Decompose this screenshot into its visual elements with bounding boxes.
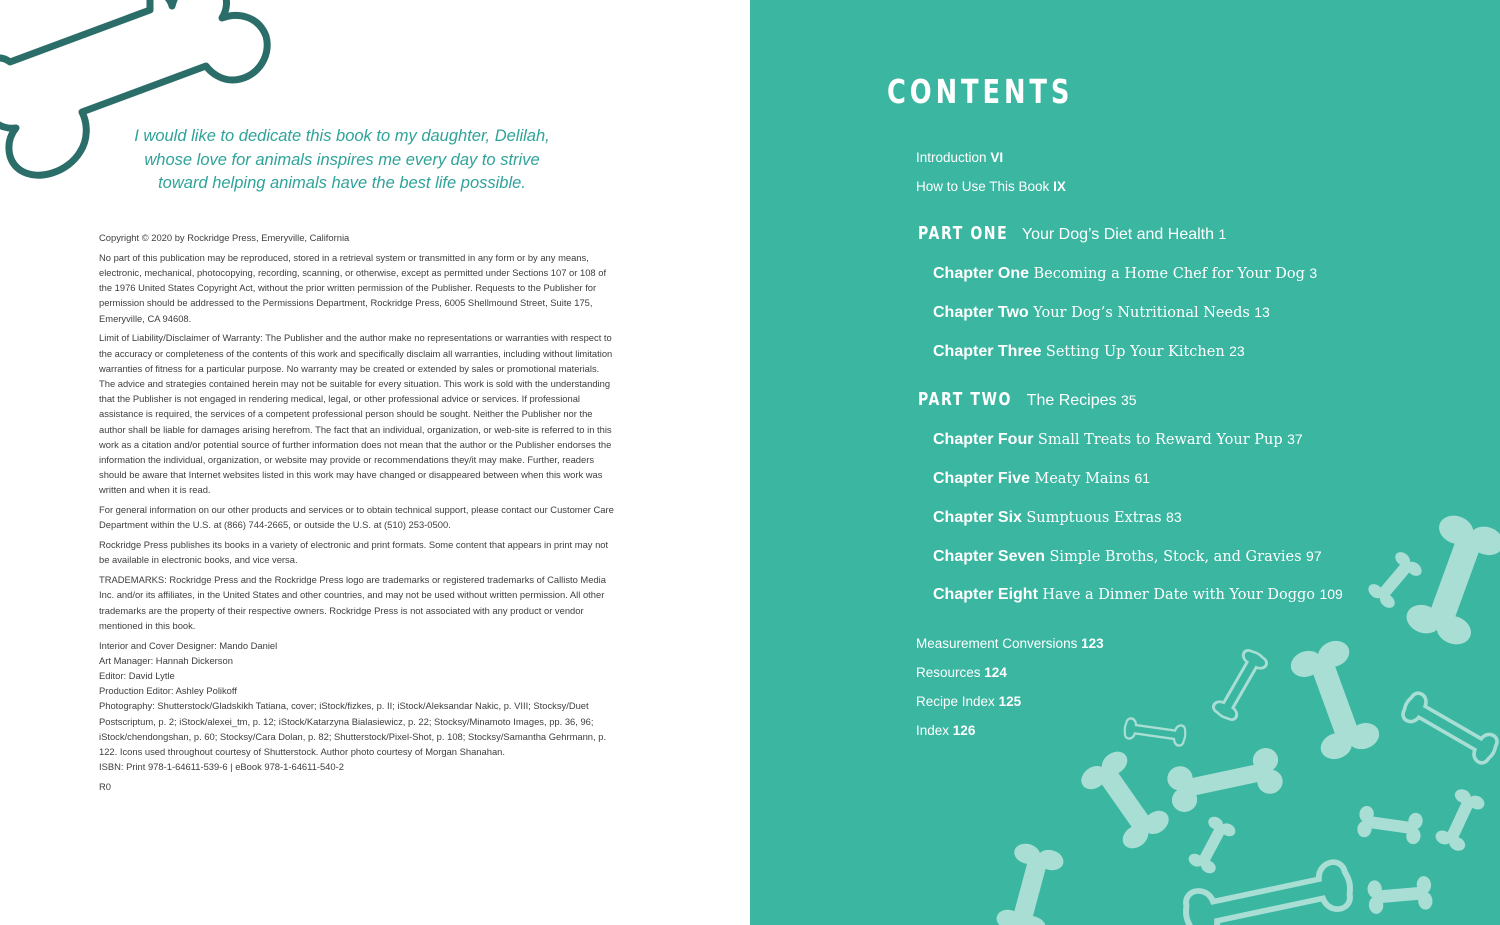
- toc-chapter-five[interactable]: [933, 470, 1150, 488]
- toc-page: 123: [1081, 636, 1104, 651]
- chapter-label: Chapter Seven: [933, 548, 1046, 565]
- chapter-page: 13: [1254, 304, 1270, 320]
- credit-line: Interior and Cover Designer: Mando Daniel: [99, 639, 278, 651]
- chapter-title: Your Dog’s Nutritional Needs: [1033, 305, 1250, 321]
- customer-care-info: For general information on our other products and services or to obtain technical support, please contact our Customer Care Department within the U.S. at (866) 744-2665, or outside the U.S. at (510) 253-0500.: [99, 504, 614, 531]
- photo-credits: Photography: Shutterstock/Gladskikh Tatiana, cover; iStock/fizkes, p. II; iStock/Aleksandar Nakic, p. VIII; Stocksy/Duet Postscriptum, p. 2; iStock/alexei_tm, p. 12; iStock/Katarzyna Bialasiewicz, p. 22; Stocksy/Minamoto Images, pp. 36, 96; iStock/chendongshan, p. 60; Stocksy/Cara Dolan, p. 82; Shutterstock/Pixel-Shot, p. 108; Stocksy/Samantha Gehrmann, p. 122. Icons used throughout courtesy of Shutterstock. Author photo courtesy of Morgan Shanahan.: [99, 700, 607, 758]
- credit-line: Production Editor: Ashley Polikoff: [99, 685, 237, 697]
- toc-chapter-seven[interactable]: [933, 548, 1322, 566]
- chapter-page: 3: [1309, 265, 1318, 281]
- dedication-line: toward helping animals have the best life possible.: [158, 174, 526, 192]
- chapter-title: Meaty Mains: [1034, 471, 1130, 487]
- chapter-label: Chapter Six: [933, 509, 1022, 526]
- chapter-page: 23: [1229, 343, 1245, 359]
- toc-item-how-to-use[interactable]: [916, 179, 1066, 194]
- toc-item-recipe-index[interactable]: [916, 694, 1021, 709]
- toc-chapter-one[interactable]: [933, 265, 1317, 283]
- reproduction-notice: No part of this publication may be reproduced, stored in a retrieval system or transmitted in any form or by any means, electronic, mechanical, photocopying, recording, scanning, or otherwise, except as permitted under Sections 107 or 108 of the 1976 United States Copyright Act, without the prior written permission of the Publisher. Requests to the Publisher for permission should be addressed to the Permissions Department, Rockridge Press, 6005 Shellmound Street, Suite 175, Emeryville, CA 94608.: [99, 251, 607, 324]
- toc-item-measurement-conversions[interactable]: [916, 636, 1104, 651]
- toc-item-introduction[interactable]: [916, 150, 1003, 165]
- toc-chapter-four[interactable]: [933, 431, 1303, 449]
- chapter-title: Small Treats to Reward Your Pup: [1037, 432, 1283, 448]
- chapter-page: 83: [1166, 509, 1182, 525]
- part-label: PART TWO: [918, 389, 1013, 410]
- toc-label: Recipe Index: [916, 694, 995, 709]
- toc-chapter-eight[interactable]: [933, 586, 1343, 604]
- toc-chapter-two[interactable]: [933, 304, 1270, 322]
- chapter-page: 97: [1306, 548, 1322, 564]
- dedication-line: I would like to dedicate this book to my daughter, Delilah,: [134, 127, 550, 145]
- chapter-label: Chapter Eight: [933, 586, 1038, 603]
- part-page: 1: [1218, 226, 1227, 242]
- toc-chapter-three[interactable]: [933, 343, 1245, 361]
- toc-page: 125: [998, 694, 1022, 709]
- toc-label: Index: [916, 723, 950, 738]
- chapter-title: Simple Broths, Stock, and Gravies: [1049, 549, 1302, 565]
- part-page: 35: [1120, 392, 1137, 408]
- dedication-line: whose love for animals inspires me every day to strive: [144, 150, 540, 169]
- toc-page: 124: [984, 665, 1007, 680]
- toc-label: How to Use This Book: [916, 179, 1050, 194]
- printing-code: R0: [99, 781, 111, 793]
- chapter-page: 61: [1134, 470, 1151, 486]
- toc-item-resources[interactable]: [916, 665, 1007, 680]
- chapter-title: Becoming a Home Chef for Your Dog: [1033, 266, 1305, 282]
- chapter-title: Setting Up Your Kitchen: [1045, 344, 1225, 360]
- chapter-page: 109: [1319, 586, 1343, 602]
- isbn-line: ISBN: Print 978-1-64611-539-6 | eBook 978-1-64611-540-2: [99, 761, 344, 773]
- credits-list: [99, 638, 614, 775]
- copyright-line: Copyright © 2020 by Rockridge Press, Emeryville, California: [99, 232, 350, 243]
- chapter-title: Have a Dinner Date with Your Doggo: [1042, 587, 1316, 603]
- chapter-label: Chapter Three: [933, 343, 1042, 360]
- chapter-page: 37: [1287, 431, 1303, 447]
- chapter-label: Chapter One: [933, 265, 1030, 282]
- formats-notice: Rockridge Press publishes its books in a variety of electronic and print formats. Some content that appears in print may not be available in electronic books, and vice versa.: [99, 539, 609, 566]
- part-title: The Recipes: [1026, 392, 1117, 409]
- toc-label: Introduction: [916, 150, 987, 165]
- bone-pattern-icon: [750, 0, 1500, 925]
- toc-page: IX: [1053, 179, 1066, 194]
- toc-item-index[interactable]: [916, 723, 975, 738]
- toc-chapter-six[interactable]: [933, 509, 1182, 527]
- liability-disclaimer: Limit of Liability/Disclaimer of Warranty: The Publisher and the author make no representations or warranties with respect to the accuracy or completeness of the contents of this work and specifically disclaim all warranties, including without limitation warranties of fitness for a particular purpose. No warranty may be created or extended by sales or promotional materials. The advice and strategies contained herein may not be suitable for every situation. This work is sold with the understanding that the Publisher is not engaged in rendering medical, legal, or other professional advice or services. If professional assistance is required, the services of a competent professional person should be sought. Neither the Publisher nor the author shall be liable for damages arising herefrom. The fact that an individual, organization, or web-site is referred to in this work as a citation and/or potential source of further information does not mean that the author or the Publisher endorses the information the individual, organization, or website may provide or recommendations they/it may make. Further, readers should be aware that Internet websites listed in this work may have changed or disappeared between when this work was written and when it is read.: [99, 332, 613, 496]
- toc-part-one[interactable]: [918, 223, 1226, 244]
- contents-title: CONTENTS: [887, 72, 1074, 111]
- trademarks-notice: TRADEMARKS: Rockridge Press and the Rockridge Press logo are trademarks or registered trademarks of Callisto Media Inc. and/or its affiliates, in the United States and other countries, and may not be used without written permission. All other trademarks are the property of their respective owners. Rockridge Press is not associated with any product or vendor mentioned in this book.: [99, 574, 606, 631]
- chapter-label: Chapter Four: [933, 431, 1034, 448]
- dedication: [100, 125, 584, 196]
- contents-page: [750, 0, 1500, 925]
- toc-page: 126: [952, 723, 976, 738]
- part-label: PART ONE: [918, 223, 1009, 244]
- credit-line: Editor: David Lytle: [99, 670, 175, 682]
- toc-part-two[interactable]: [918, 389, 1137, 410]
- copyright-block: [99, 230, 614, 799]
- part-title: Your Dog’s Diet and Health: [1021, 226, 1215, 243]
- toc-page: VI: [990, 150, 1004, 165]
- toc-label: Resources: [916, 665, 981, 680]
- chapter-title: Sumptuous Extras: [1026, 510, 1162, 526]
- chapter-label: Chapter Five: [933, 470, 1030, 487]
- chapter-label: Chapter Two: [933, 304, 1029, 321]
- toc-label: Measurement Conversions: [916, 636, 1078, 651]
- credit-line: Art Manager: Hannah Dickerson: [99, 654, 233, 666]
